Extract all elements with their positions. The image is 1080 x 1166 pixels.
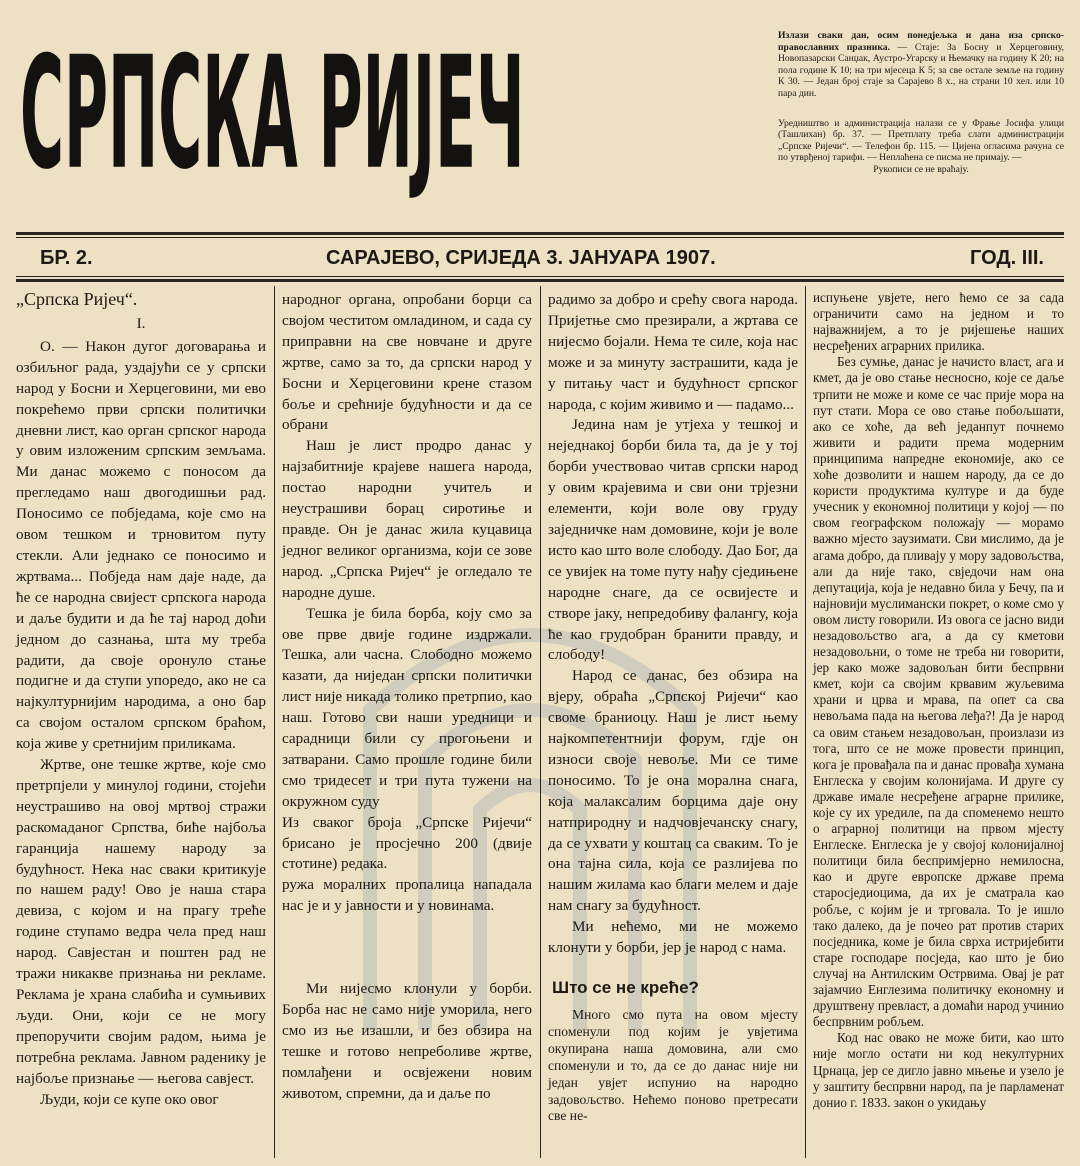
column-rule-1 — [274, 286, 275, 1158]
article-part: I. — [136, 315, 146, 332]
masthead-rule-thin — [16, 237, 1064, 238]
section-paragraph: испуњене увјете, него ћемо се за сада ограничити само на једном и то најважнијем, а то је ријешење наших несређених аграрних прилика. — [813, 290, 1064, 354]
article-paragraph: Људи, који се купе око овог — [40, 1090, 219, 1108]
masthead-info — [778, 30, 1064, 176]
column-rule-3 — [805, 286, 806, 1158]
column-3 — [548, 290, 798, 1125]
subscription-info — [778, 30, 1064, 100]
manuscripts-note: Рукописи се не враћају. — [873, 163, 969, 175]
place-date: САРАЈЕВО, СРИЈЕДА 3. ЈАНУАРА 1907. — [326, 247, 716, 269]
dateline-rule-thick — [16, 279, 1064, 282]
column-1 — [16, 286, 266, 1110]
article-paragraph: народног органа, опробани борци са својом честитом омладином, и сада су приправни на све новчане и друге жртве, само за то, да српски народ у Босни и Херцеговини крене стазом боље и срећније будућности и да се обрани — [282, 291, 532, 434]
office-text: Уредништво и администрација налази се у Фрање Јосифа улици (Ташлихан) бр. 37. — Претплату треба слати администрацији „Српске Ријечи“. — Телефон бр. 115. — Цијена огласима рачуна се по утврђеној тарифи. — Неплаћена се писма не примају. — — [778, 117, 1064, 164]
article-paragraph: Тешка је била борба, коју смо за ове прве двије године издржали. Тешка, али часна. Слободно можемо казати, да ниједан српски политички лист није никада толико претрпио, као наш. Готово сви наши уредници и сарадници били су прогоњени и затварани. Само прошле године били смо тридесет и три пута тужени на окружном суду — [282, 604, 532, 810]
dateline — [40, 244, 1044, 272]
censorship-note: Из сваког броја „Српске Ријечи“ брисано је просјечно 200 (двије стотине) редака. — [282, 813, 532, 873]
article-paragraph: Једина нам је утјеха у тешкој и неједнакој борби била та, да је у тој борби учествовао читав српски народ у овим крајевима и сви они трјезни елементи, који воле ову груду заједничке нам домовине, који је воле исто као што воле слободу. Дао Бог, да се увијек на томе путу нађу сједињене народне снаге, да се освијесте и створе јаку, непредобиву фалангу, која ће као грудобран бранити правду, и слободу! — [548, 416, 798, 664]
section-paragraph: Код нас овако не може бити, као што није могло остати ни код некултурних Црнаца, јер се дигло јавно мњење и узело је у заштиту беспрвни народ, па је парламенат донио г. 1833. закон о укидању — [813, 1030, 1064, 1110]
article-paragraph: ружа моралних пропалица нападала нас је и у јавности и у новинама. — [282, 876, 532, 915]
column-4 — [813, 290, 1064, 1111]
masthead-title: СРПСКА РИЈЕЧ — [20, 22, 525, 204]
masthead — [16, 16, 758, 212]
office-info — [778, 118, 1064, 164]
issue-number: БР. 2. — [40, 247, 93, 269]
manuscripts-note-line — [778, 164, 1064, 176]
article-paragraph: Жртве, оне тешке жртве, које смо претрпјели у минулој години, стојећи неустрашиво на овој мртвој стражи раскомаданог Српства, биће најбоља гаранција нашему народу за будућност. Нека нас сваки критикује по нашем раду! Ово је наша стара девиза, с којом и на прагу треће године ступамо ведра чела пред наш народ. Савјестан и поштен рад не тражи никакве признања ни рекламе. Реклама је храна слабића и сумњивих људи. Они, који се не могу препоручити својим радом, њима је потребна реклама. Јавном раденику је најбоље признање — његова савјест. — [16, 756, 266, 1087]
masthead-rule-top — [16, 232, 1064, 235]
article-title: „Српска Ријеч“. — [16, 289, 138, 309]
article-paragraph: О. — Након дугог договарања и озбиљног рада, уздајући се у српски народ у Босни и Херцеговини, ми ево покрећемо први српски политички дневни лист, као орган српског народа у овим изложеним српским земљама. Ми данас можемо с поносом да прегледамо наш двогодишњи рад. Поносимо се побједама, које смо на овом тешком и трновитом путу стекли. Али једнако се поносимо и жртвама... Побједа нам даје наде, да ће се народна свијест српскога народа и даље будити и да ће тај народ доћи једном до сазнања, шта му треба радити, да своје оронуло стање подигне и да ступи упоредо, ако не са најкултурнијим народима, а оно бар са својом осталом српском браћом, која живе у сретнијим приликама. — [16, 337, 266, 753]
section-paragraph: Много смо пута на овом мјесту споменули под којим је увјетима окупирана наша домовина, али смо споменули и то, да се до данас није ни један увјет испунио на народно задовољство. Нећемо поново претресати све не- — [548, 1007, 798, 1124]
subscription-prices: — Стаје: За Босну и Херцеговину, Новопазарски Санџак, Аустро-Угарску и Њемачку на годину К 20; на пола године К 10; на три мјесеца К 5; за све остале земље на годину К 30. — Један број стаје за Сарајево 8 х., на страни 10 хел. или 10 пара дин. — [778, 41, 1065, 99]
article-paragraph: Наш је лист продро данас у најзабитније крајеве нашега народа, постао народни учитељ и неустрашиви борац сиротиње и правде. Он је данас жила куцавица једног великог организма, који се зове народ. „Српска Ријеч“ је огледало те народне душе. — [282, 437, 532, 601]
column-rule-2 — [540, 286, 541, 1158]
section-title: Што се не креће? — [552, 978, 699, 997]
article-paragraph: Ми нијесмо клонули у борби. Борба нас не само није уморила, него смо из ње изашли, и без обзира на тешке и готово непреболиве жртве, помлађени и освјежени новим животом, спремни, да и даље по — [282, 980, 532, 1102]
dateline-rule-thin — [16, 276, 1064, 277]
subscription-lead: Излази сваки дан, осим понедјељка и дана иза српско-православних празника. — [778, 30, 1064, 53]
section-paragraph: Без сумње, данас је начисто власт, ага и кмет, да је ово стање несносно, које се даље трпити не може и коме се час прије мора на пут стати. Мора се ово стање побољшати, ако се хоће, да већ једанпут почнемо живити и радити према модерним принципима напредне економије, ако се хоће дозволити и нашем народу, да се до користи продуктима културе и да буде учесник у економној политици у којој — по свом географском положају — морамо важно мјесто заузимати. Сви мислимо, да је агама добро, да пливају у мору задовољства, али да није тако, свједочи нам она депутација, која је недавно била у Бечу, па и најновији муслимански покрет, о коме смо у овом листу говорили. Из овога се јасно види незадовољство ага, а да су кметови незадовољни, о томе не треба ни говорити, јер како може задовољан бити беспрвни кмет, који са својим крвавим жуљевима храни и црва и мрава, па опет са сва невољама пада на његова леђа?! Да је народ са овим стањем незадовољан, произлази из тога, што се не може провести принцип, кога је провађала па и данас провађа хумана Енглеска у својим колонијама. И друге су државе имале несређене аграрне прилике, које су их уредиле, па да споменемо нешто о аграрној политици на првом мјесту Енглеске. Енглеска је у својој колонијалној политици била беспримјерно немилосна, као и друге европске државе према старосједиоцима, да их је сматрала као робље, с којим је и трговала. То је ишло тако далеко, да је почео рат против старих посједника, коме је била сврха истријебити старе господаре посједа, као што је био случај на Антилским Острвима. Овај је рат зајамчио Енглезима политичку економну и друштвену превласт, а домаћи народ учинио беспрвним робљем. — [813, 354, 1064, 1030]
article-paragraph: Ми нећемо, ми не можемо клонути у борби, јер је народ с нама. — [548, 918, 798, 957]
column-2 — [282, 290, 532, 1105]
article-paragraph: радимо за добро и срећу свога народа. Пријетње смо презирали, а жртава се нијесмо бојали. Нема те силе, која нас може и за минуту застрашити, када је у питању част и будућност српског народа, с којим живимо и — падамо... — [548, 291, 798, 413]
volume-year: ГОД. III. — [970, 247, 1044, 269]
article-paragraph: Народ се данас, без обзира на вјеру, обраћа „Српској Ријечи“ као своме браниоцу. Наш је лист њему најкомпетентнији форум, гдје он износи своје невоље. Ми се тиме поносимо. То је она морална снага, која малаксалим борцима даје ону натприродну и надчовјечанску снагу, да се ухвати у коштац са сваким. То је она тајна сила, која се разлијева по нашим жилама као благи мелем и даје нам снагу за будућност. — [548, 667, 798, 915]
